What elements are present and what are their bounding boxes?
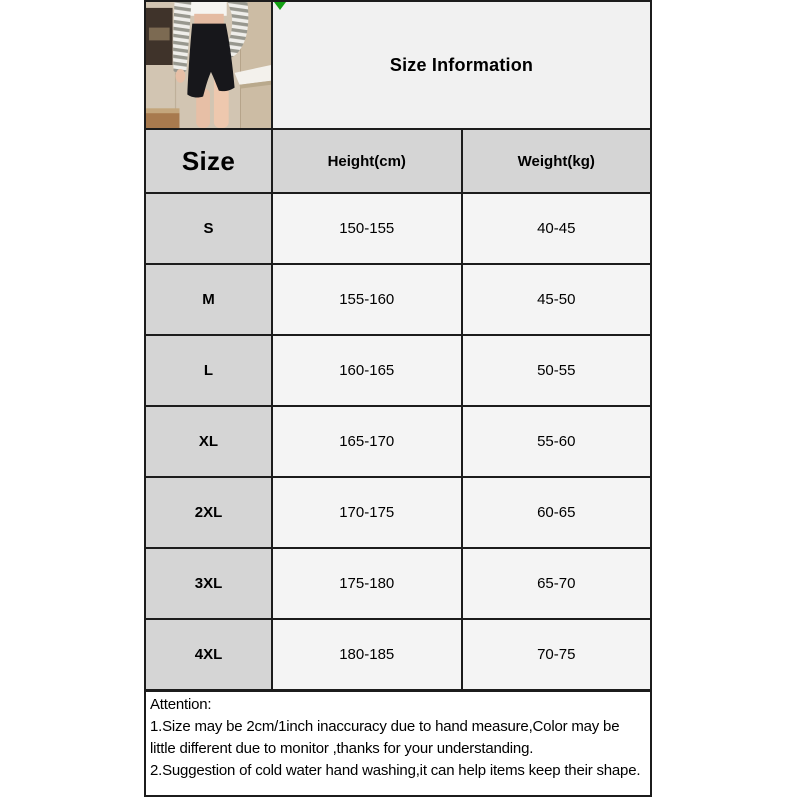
height-value: 180-185 bbox=[272, 619, 462, 690]
table-row bbox=[145, 264, 651, 335]
table-row bbox=[145, 193, 651, 264]
size-label: 4XL bbox=[145, 619, 272, 690]
green-corner-flag-icon bbox=[274, 2, 286, 10]
weight-value: 65-70 bbox=[462, 548, 652, 619]
weight-value: 45-50 bbox=[462, 264, 652, 335]
attention-note-2: 2.Suggestion of cold water hand washing,it can help items keep their shape. bbox=[150, 762, 641, 779]
product-photo bbox=[145, 1, 272, 129]
size-table bbox=[144, 0, 652, 691]
page-title: Size Information bbox=[389, 54, 534, 75]
attention-title: Attention: bbox=[150, 696, 212, 713]
height-value: 150-155 bbox=[272, 193, 462, 264]
height-value: 165-170 bbox=[272, 406, 462, 477]
table-header-row bbox=[145, 129, 651, 193]
size-label: 3XL bbox=[145, 548, 272, 619]
column-header-size: Size bbox=[145, 129, 272, 193]
weight-value: 40-45 bbox=[462, 193, 652, 264]
weight-value: 55-60 bbox=[462, 406, 652, 477]
size-label: S bbox=[145, 193, 272, 264]
table-row bbox=[145, 619, 651, 690]
table-row bbox=[145, 406, 651, 477]
size-label: L bbox=[145, 335, 272, 406]
attention-box bbox=[144, 690, 652, 797]
weight-value: 60-65 bbox=[462, 477, 652, 548]
column-header-height: Height(cm) bbox=[272, 129, 462, 193]
title-cell bbox=[272, 1, 651, 129]
size-label: M bbox=[145, 264, 272, 335]
height-value: 175-180 bbox=[272, 548, 462, 619]
size-chart-sheet bbox=[144, 0, 652, 797]
weight-value: 50-55 bbox=[462, 335, 652, 406]
product-photo-illustration bbox=[146, 2, 271, 128]
height-value: 155-160 bbox=[272, 264, 462, 335]
attention-note-1: 1.Size may be 2cm/1inch inaccuracy due to hand measure,Color may be little different due to monitor ,thanks for your understanding. bbox=[150, 718, 620, 757]
table-row bbox=[145, 548, 651, 619]
height-value: 160-165 bbox=[272, 335, 462, 406]
table-row bbox=[145, 335, 651, 406]
column-header-weight: Weight(kg) bbox=[462, 129, 652, 193]
size-label: 2XL bbox=[145, 477, 272, 548]
table-row bbox=[145, 477, 651, 548]
height-value: 170-175 bbox=[272, 477, 462, 548]
title-row bbox=[145, 1, 651, 129]
weight-value: 70-75 bbox=[462, 619, 652, 690]
size-label: XL bbox=[145, 406, 272, 477]
